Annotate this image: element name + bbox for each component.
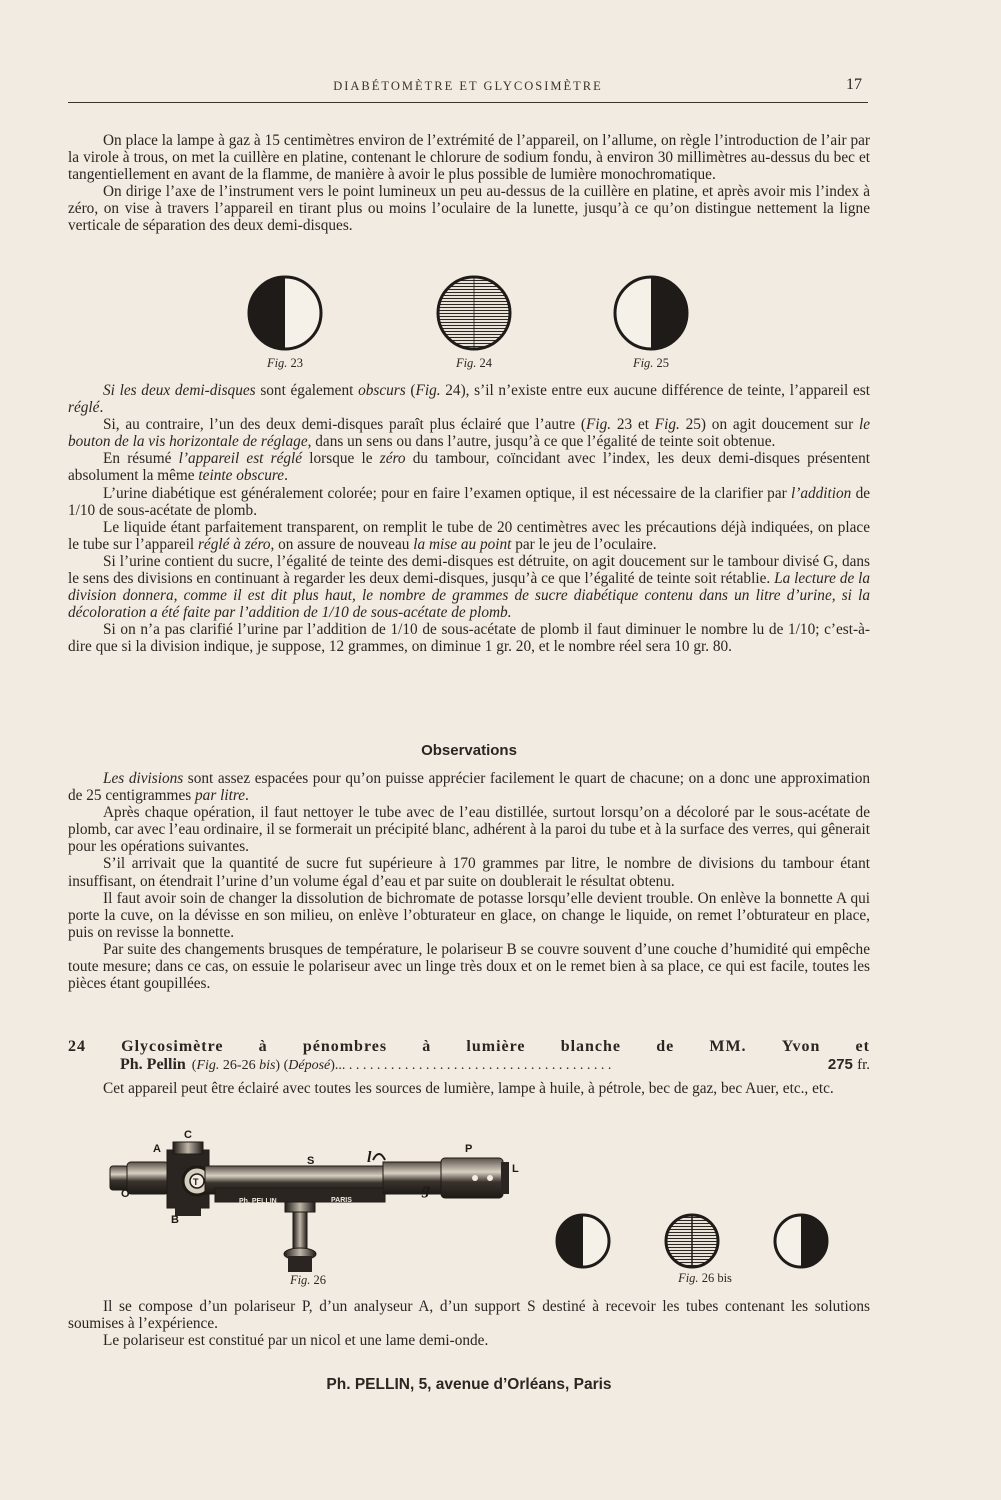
paragraph: Le liquide étant parfaitement transparent, on remplit le tube de 20 centimètres avec les précautions déjà indiquées, on place le tube sur l’appareil réglé à zéro, on assure de nouveau la mise au point par le jeu de l’oculaire. [68, 518, 870, 553]
main-text [68, 382, 870, 656]
fig-26bis-disc-left-dark [557, 1215, 609, 1267]
fig-26-label-c: C [184, 1129, 192, 1141]
fig-26bis-caption: Fig. 26 bis [678, 1271, 732, 1285]
paragraph: On dirige l’axe de l’instrument vers le point lumineux un peu au-dessus de la cuillère en platine, et après avoir mis l’index à zéro, on vise à travers l’appareil en tirant plus ou moins l’oculaire de la lunette, jusqu’à ce qu’on distingue nettement la ligne verticale de séparation des deux demi-disques. [68, 183, 870, 235]
item-maker: Ph. Pellin [120, 1056, 186, 1073]
paragraph: S’il arrivait que la quantité de sucre fut supérieure à 170 grammes par litre, le nombre de divisions du tambour étant insuffisant, on étendrait l’urine d’un volume égal d’eau et par suite on doublerait le résultat obtenu. [68, 855, 870, 890]
item-reference: (Fig. 26-26 bis) (Déposé)... . . . . . . . . . . . . . . . . . . . . . . . . . . . . . . . . . . . . . . [191, 1058, 612, 1073]
item-price: 275 fr. [827, 1056, 870, 1073]
figures-23-25 [240, 270, 700, 360]
fig-26-engraving-city: PARIS [331, 1197, 352, 1204]
fig-26-label-t: T [193, 1177, 199, 1187]
fig-26-caption: Fig. 26 [289, 1273, 327, 1287]
observations-heading: Observations [421, 742, 517, 759]
item-number: 24 [68, 1038, 86, 1055]
paragraph: Si l’urine contient du sucre, l’égalité de teinte des demi-disques est détruite, on agit doucement sur le tambour divisé G, dans le sens des divisions en continuant à regarder les deux demi-disques, jusqu’à ce que l’égalité de teinte soit rétablie. La lecture de la division donnera, comme il est dit plus haut, le nombre de grammes de sucre diabétique contenu dans un litre d’urine, si la décoloration a été faite par l’addition de 1/10 de sous-acétate de plomb. [68, 552, 871, 622]
fig-26-label-l: L [512, 1163, 519, 1175]
fig-26-label-s: S [307, 1155, 315, 1167]
paragraph: Les divisions sont assez espacées pour qu’on puisse apprécier facilement le quart de chacune; on a donc une approximation de 25 centigrammes par litre. [68, 770, 870, 805]
paragraph: Il se compose d’un polariseur P, d’un analyseur A, d’un support S destiné à recevoir les tubes contenant les solutions soumises à l’expérience. [68, 1298, 870, 1333]
catalog-item-heading [68, 1038, 870, 1075]
observations-text [68, 770, 870, 992]
fig-26-label-o: O [121, 1188, 130, 1200]
fig-24-disc [438, 277, 510, 349]
page-number: 17 [846, 76, 862, 93]
fig-25-caption: Fig. 25 [632, 356, 670, 370]
paragraph: Si, au contraire, l’un des deux demi-disques paraît plus éclairé que l’autre (Fig. 23 et Fig. 25) on agit doucement sur le bouton de la vis horizontale de réglage, dans un sens ou dans l’autre, jusqu’à ce que l’égalité de teinte soit obtenue. [68, 416, 870, 451]
fig-26-label-b: B [171, 1214, 179, 1226]
fig-26-label-g: g [422, 1181, 430, 1198]
fig-26-instrument-engraving [105, 1128, 535, 1278]
item-description: Cet appareil peut être éclairé avec toutes les sources de lumière, lampe à huile, à pétrole, bec de gaz, bec Auer, etc., etc. [103, 1080, 834, 1097]
fig-25-disc [615, 277, 687, 349]
fig-26bis-disc-hatched [666, 1215, 718, 1267]
item-name-price-line [68, 1056, 870, 1075]
fig-26-engraving-maker: Ph. PELLIN [239, 1198, 277, 1205]
fig-26-label-l-small: l [367, 1149, 372, 1166]
publisher-footer: Ph. PELLIN, 5, avenue d’Orléans, Paris [326, 1376, 612, 1393]
paragraph: Après chaque opération, il faut nettoyer le tube avec de l’eau distillée, surtout lorsqu’on a décoloré par le sous-acétate de plomb, car avec l’eau ordinaire, il se formerait un précipité blanc, adhérent à la paroi du tube et à la surface des verres, qui gênerait pour les opérations suivantes. [68, 804, 870, 856]
paragraph: Il faut avoir soin de changer la dissolution de bichromate de potasse lorsqu’elle devient trouble. On enlève la bonnette A qui porte la cuve, on la dévisse en son milieu, on enlève l’obturateur en glace, on change le liquide, on remet l’obturateur en place, puis on revisse la bonnette. [68, 889, 870, 941]
intro-text [68, 132, 870, 235]
paragraph: On place la lampe à gaz à 15 centimètres environ de l’extrémité de l’appareil, on l’allume, on règle l’introduction de l’air par la virole à trous, on met la cuillère en platine, contenant le chlorure de sodium fondu, à environ 30 millimètres au-dessus du bec et tangentiellement en avant de la flamme, de manière à avoir le plus possible de lumière monochromatique. [68, 132, 870, 184]
fig-23-caption: Fig. 23 [266, 356, 304, 370]
paragraph: L’urine diabétique est généralement colorée; pour en faire l’examen optique, il est nécessaire de la clarifier par l’addition de 1/10 de sous-acétate de plomb. [68, 484, 871, 519]
figures-26-bis [550, 1210, 870, 1280]
running-header [68, 76, 868, 103]
fig-26-label-p: P [465, 1143, 473, 1155]
fig-26bis-disc-right-dark [775, 1215, 827, 1267]
paragraph: En résumé l’appareil est réglé lorsque le zéro du tambour, coïncidant avec l’index, les deux demi-disques présentent absolument la même teinte obscure. [68, 450, 870, 485]
paragraph: Si les deux demi-disques sont également obscurs (Fig. 24), s’il n’existe entre eux aucune différence de teinte, l’appareil est réglé. [68, 382, 871, 417]
paragraph: Le polariseur est constitué par un nicol et une lame demi-onde. [103, 1332, 489, 1350]
fig-26-label-a: A [153, 1143, 161, 1155]
item-title-line: 24 Glycosimètre à pénombres à lumière blanche de MM. Yvon et [68, 1038, 870, 1055]
fig-24-caption: Fig. 24 [455, 356, 493, 370]
closing-text [68, 1298, 870, 1349]
paragraph: Par suite des changements brusques de température, le polariseur B se couvre souvent d’une couche d’humidité qui empêche toute mesure; dans ce cas, on essuie le polariseur avec un linge très doux et on le remet bien à sa place, ce qui est facile, toutes les pièces étant goupillées. [68, 940, 870, 993]
fig-23-disc [249, 277, 321, 349]
paragraph: Si on n’a pas clarifié l’urine par l’addition de 1/10 de sous-acétate de plomb il faut diminuer le nombre lu de 1/10; c’est-à-dire que si la division indique, je suppose, 12 grammes, on diminue 1 gr. 20, et le nombre réel sera 10 gr. 80. [68, 621, 870, 656]
header-title: DIABÉTOMÈTRE ET GLYCOSIMÈTRE [333, 79, 603, 93]
